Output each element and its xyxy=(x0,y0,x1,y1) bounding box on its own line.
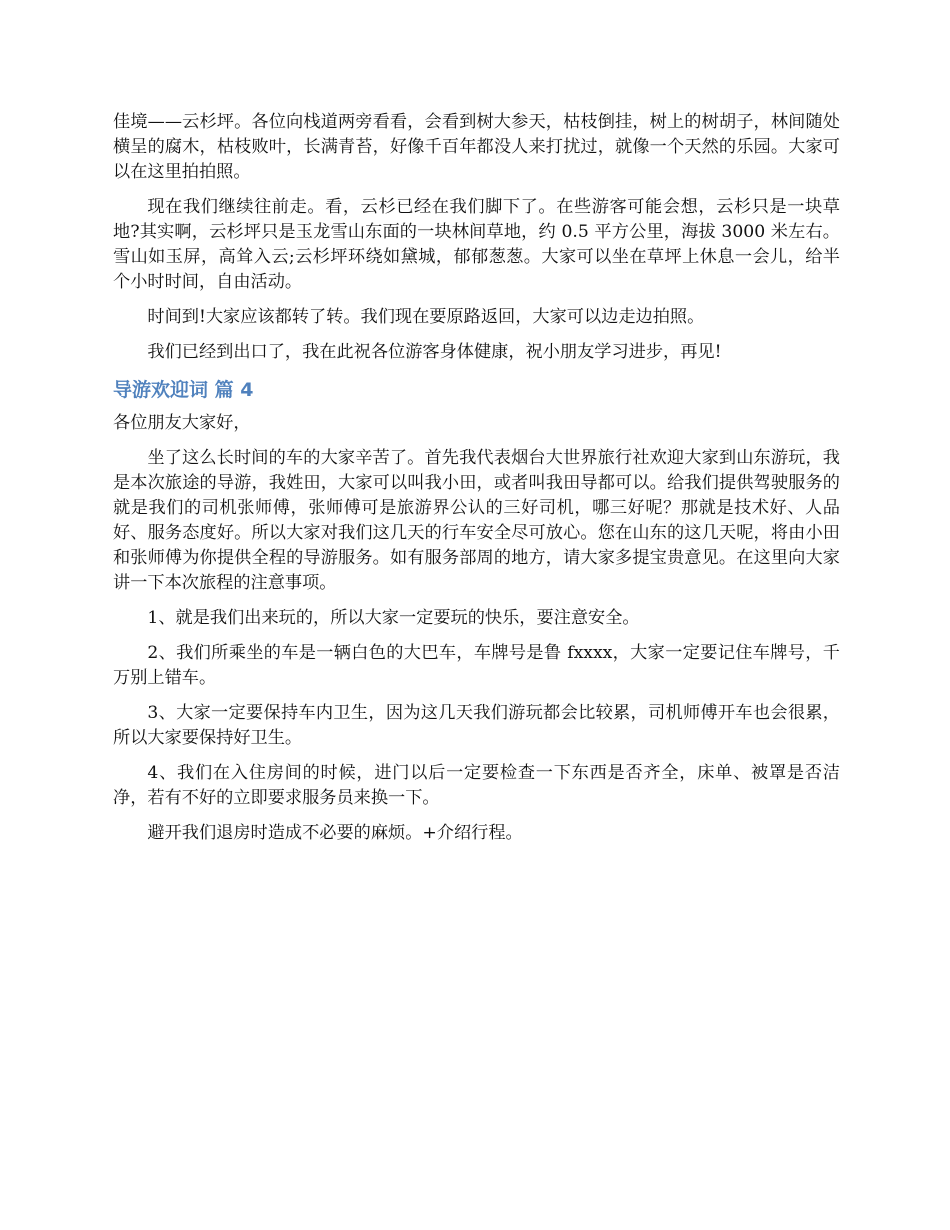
paragraph-greeting: 各位朋友大家好， xyxy=(113,413,251,433)
paragraph-time-up: 时间到!大家应该都转了转。我们现在要原路返回，大家可以边走边拍照。 xyxy=(147,307,705,327)
section-heading: 导游欢迎词 篇 4 xyxy=(113,379,254,401)
paragraph-note-2: 2、我们所乘坐的车是一辆白色的大巴车，车牌号是鲁 fxxxx，大家一定要记住车牌号，千万别上错车。 xyxy=(113,643,840,688)
paragraph-yunshanping-meadow: 现在我们继续往前走。看，云杉已经在我们脚下了。在些游客可能会想，云杉只是一块草地?其实啊，云杉坪只是玉龙雪山东面的一块林间草地，约 0.5 平方公里，海拔 3000 米左右。雪山如玉屏，高耸入云;云杉坪环绕如黛城，郁郁葱葱。大家可以坐在草坪上休息一会儿，给半个小时时间，自由活动。 xyxy=(113,197,840,292)
paragraph-closing: 避开我们退房时造成不必要的麻烦。+介绍行程。 xyxy=(147,823,523,843)
paragraph-note-4: 4、我们在入住房间的时候，进门以后一定要检查一下东西是否齐全，床单、被罩是否洁净，若有不好的立即要求服务员来换一下。 xyxy=(113,763,840,808)
paragraph-note-3: 3、大家一定要保持车内卫生，因为这几天我们游玩都会比较累，司机师傅开车也会很累，所以大家要保持好卫生。 xyxy=(113,703,840,748)
paragraph-welcome: 坐了这么长时间的车的大家辛苦了。首先我代表烟台大世界旅行社欢迎大家到山东游玩，我是本次旅途的导游，我姓田，大家可以叫我小田，或者叫我田导都可以。给我们提供驾驶服务的就是我们的司机张师傅，张师傅可是旅游界公认的三好司机，哪三好呢？那就是技术好、人品好、服务态度好。所以大家对我们这几天的行车安全尽可放心。您在山东的这几天呢，将由小田和张师傅为你提供全程的导游服务。如有服务部周的地方，请大家多提宝贵意见。在这里向大家讲一下本次旅程的注意事项。 xyxy=(113,448,840,593)
document-body xyxy=(113,110,840,856)
paragraph-farewell: 我们已经到出口了，我在此祝各位游客身体健康，祝小朋友学习进步，再见! xyxy=(147,342,722,362)
paragraph-note-1: 1、就是我们出来玩的，所以大家一定要玩的快乐，要注意安全。 xyxy=(147,608,640,628)
paragraph-yunshanping-intro: 佳境——云杉坪。各位向栈道两旁看看，会看到树大参天，枯枝倒挂，树上的树胡子，林间随处横呈的腐木，枯枝败叶，长满青苔，好像千百年都没人来打扰过，就像一个天然的乐园。大家可以在这里拍拍照。 xyxy=(113,112,840,182)
